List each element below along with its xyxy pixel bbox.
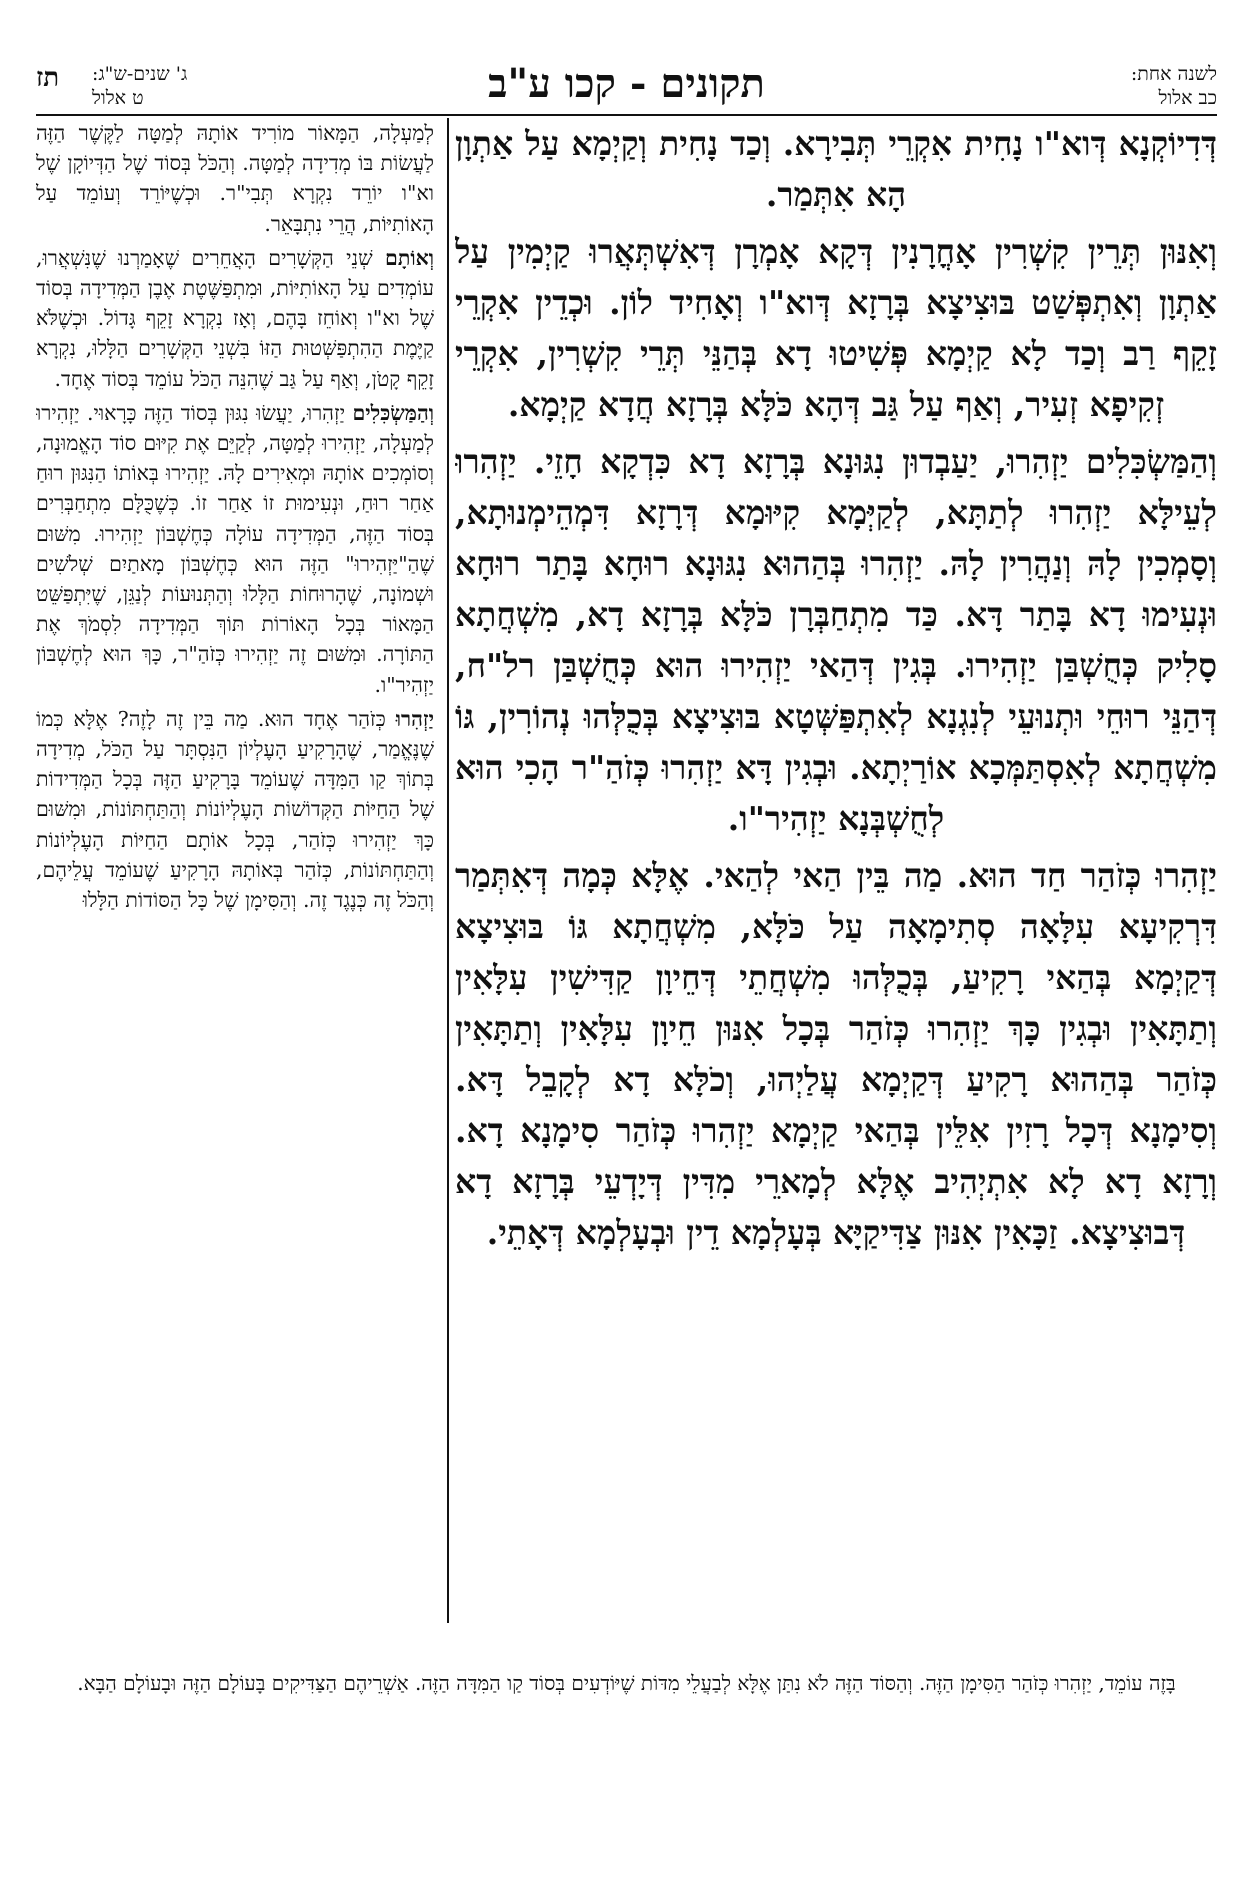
hebrew-translation-column [36,118,434,1623]
header-schedule-date: כב אלול [1158,87,1217,109]
footer-text: בָּזֶה עוֹמֵד, יַזְהִרוּ כְּזֹהַר הַסִּימָן הַזֶּה. וְהַסּוֹד הַזֶּה לֹא נִתַּן אֶלָּא לְבַעֲלֵי מִדּוֹת שֶׁיּוֹדְעִים בְּסוֹד קַו הַמִּדָּה הַזֶּה. אַשְׁרֵיהֶם הַצַּדִּיקִים בָּעוֹלָם הַזֶּה וּבָעוֹלָם הַבָּא. [77,1671,1176,1695]
aramaic-paragraph: וְאִנּוּן תְּרֵין קִשְׁרִין אָחֳרָנִין דְּקָא אָמְרָן דְּאִשְׁתְּאֲרוּ קַיְמִין עַל אַתְוָן וְאִתְפְּשַׁט בּוּצִיצָא בְּרָזָא דְּוא"ו וְאָחִיד לוֹן. וּכְדֵין אִקְרֵי זָקֵף רַב וְכַד לָא קַיְמָא פְּשִׁיטוּ דָא בְּהַנֵּי תְּרֵי קִשְׁרִין, אִקְרֵי זְקִיפָא זְעִיר, וְאַף עַל גַּב דְּהָא כֹּלָּא בְּרָזָא חֲדָא קַיְמָא. [455,232,1217,424]
translation-lead-word: יַזְהִרוּ [395,706,434,731]
page-number: תז [36,63,60,93]
translation-text: כְּזֹהַר אֶחָד הוּא. מַה בֵּין זֶה לָזֶה? אֶלָּא כְּמוֹ שֶׁנֶּאֱמַר, שֶׁהָרָקִיעַ הָעֶלְיוֹן הַנִּסְתָּר עַל הַכֹּל, מְדִידָה בְּתוֹךְ קַו הַמִּדָּה שֶׁעוֹמֵד בָּרָקִיעַ הַזֶּה בְּכָל הַמְּדִידוֹת שֶׁל הַחַיּוֹת הַקְּדוֹשׁוֹת הָעֶלְיוֹנוֹת וְהַתַּחְתּוֹנוֹת, וּמִשּׁוּם כָּךְ יַזְהִירוּ כְּזֹהַר, בְּכָל אוֹתָם הַחַיּוֹת הָעֶלְיוֹנוֹת וְהַתַּחְתּוֹנוֹת, כְּזֹהַר בְּאוֹתָהּ הָרָקִיעַ שֶׁעוֹמֵד עֲלֵיהֶם, וְהַכֹּל זֶה כְּנֶגֶד זֶה. וְהַסִּימָן שֶׁל כָּל הַסּוֹדוֹת הַלָּלוּ [36,706,434,913]
header-schedule-date: ט אלול [92,87,144,109]
translation-text: שְׁנֵי הַקְּשָׁרִים הָאֲחֵרִים שֶׁאָמַרְנוּ שֶׁנִּשְׁאֲרוּ, עוֹמְדִים עַל הָאוֹתִיּוֹת, וּמִתְפַּשֶּׁטֶת אֶבֶן הַמְּדִידָה בְּסוֹד שֶׁל וא"ו וְאוֹחֵז בָּהֶם, וְאָז נִקְרָא זָקֵף גָּדוֹל. וּכְשֶׁלֹּא קַיֶּמֶת הַהִתְפַּשְּׁטוּת הַזּוֹ בִּשְׁנֵי הַקְּשָׁרִים הַלָּלוּ, נִקְרָא זָקֵף קָטֹן, וְאַף עַל גַּב שֶׁהִנֵּה הַכֹּל עוֹמֵד בְּסוֹד אֶחָד. [36,245,434,391]
translation-lead-word: וְאוֹתָם [385,245,434,270]
header-schedule-label: ג' שנים-ש"ג: [92,63,188,85]
translation-continuation [36,1668,1217,1740]
translation-paragraph [36,243,434,394]
header-schedule-label: לשנה אחת: [1130,63,1217,85]
aramaic-column [455,118,1217,1623]
page-title: תקונים - קכו ע"ב [488,60,765,107]
translation-text: לְמַעְלָה, הַמָּאוֹר מוֹרִיד אוֹתָהּ לְמַטָּה לַקֶּשֶׁר הַזֶּה לַעֲשׂוֹת בּוֹ מְדִידָה לְמַטָּה. וְהַכֹּל בְּסוֹד שֶׁל הַדְּיוֹקָן שֶׁל וא"ו יוֹרֵד נִקְרָא תְּבִי"ר. וּכְשֶׁיּוֹרֵד וְעוֹמֵד עַל הָאוֹתִיּוֹת, הֲרֵי נִתְבָּאֵר. [36,121,434,236]
aramaic-paragraph: דְּדִיוֹקְנָא דְּוא"ו נָחִית אִקְרֵי תְּבִירָא. וְכַד נָחִית וְקַיְמָא עַל אַתְוָן הָא אִתְּמַר. [455,124,1217,214]
aramaic-paragraph: יַזְהִרוּ כְּזֹהַר חַד הוּא. מַה בֵּין הַאי לְהַאי. אֶלָּא כְּמָה דְּאִתְּמַר דִּרְקִיעָא עִלָּאָה סְתִימָאָה עַל כֹּלָּא, מִשְׁחֲתָא גּוֹ בּוּצִיצָא דְּקַיְמָא בְּהַאי רָקִיעַ, בְּכֻלְּהוּ מִשְׁחֲתֵי דְּחֵיוָן קַדִּישִׁין עִלָּאִין וְתַתָּאִין וּבְגִין כָּךְ יַזְהִרוּ כְּזֹהַר בְּכָל אִנּוּן חֵיוָן עִלָּאִין וְתַתָּאִין כְּזֹהַר בְּהַהוּא רָקִיעַ דְּקַיְמָא עֲלַיְהוּ, וְכֹלָּא דָא לְקָבֵל דָּא. וְסִימָנָא דְּכָל רָזִין אִלֵּין בְּהַאי קַיְמָא יַזְהִרוּ כְּזֹהַר סִימָנָא דָא. וְרָזָא דָא לָא אִתְיְהִיב אֶלָּא לְמָארֵי מִדִּין דְּיָדְעֵי בְּרָזָא דָא דְּבוּצִיצָא. זַכָּאִין אִנּוּן צַדִּיקַיָּא בְּעָלְמָא דֵין וּבְעָלְמָא דְּאָתֵי. [455,856,1217,1252]
translation-lead-word: וְהַמַּשְׂכִּלִים [352,400,434,425]
translation-paragraph [36,704,434,915]
header-rule [36,114,1217,116]
page-header [36,60,1217,118]
aramaic-paragraph: וְהַמַּשְׂכִּלִים יַזְהִרוּ, יַעַבְדוּן נִגּוּנָא בְּרָזָא דָא כִּדְקָא חָזֵי. יַזְהִרוּ לְעֵילָּא יַזְהִרוּ לְתַתָּא, לְקַיְּמָא קִיּוּמָא דְּרָזָא דִּמְהֵימְנוּתָא, וְסָמְכִין לָהּ וְנַהֲרִין לָהּ. יַזְהִרוּ בְּהַהוּא נִגּוּנָא רוּחָא בָּתַר רוּחָא וּנְעִימוּ דָא בָּתַר דָּא. כַּד מִתְחַבְּרָן כֹּלָּא בְּרָזָא דָא, מִשְׁחֲתָא סָלִיק כְּחֻשְׁבַּן יַזְהִירוּ. בְּגִין דְּהַאי יַזְהִירוּ הוּא כְּחֻשְׁבַּן רל"ח, דְּהַנֵּי רוּחֵי וּתְנוּעֵי לְנִגְנָא לְאִתְפַּשְּׁטָא בּוּצִיצָא בְּכֻלְּהוּ נְהוֹרִין, גּוֹ מִשְׁחֲתָא לְאִסְתַּמְּכָא אוֹרַיְתָא. וּבְגִין דָּא יַזְהִרוּ כְּזֹהַ"ר הָכִי הוּא לְחֻשְׁבְּנָא יַזְהִיר"ו. [455,442,1217,838]
translation-text: יַזְהִרוּ, יַעֲשׂוּ נִגּוּן בְּסוֹד הַזֶּה כָּרָאוּי. יַזְהִירוּ לְמַעְלָה, יַזְהִירוּ לְמַטָּה, לְקַיֵּם אֶת קִיּוּם סוֹד הָאֱמוּנָה, וְסוֹמְכִים אוֹתָהּ וּמְאִירִים לָהּ. יַזְהִירוּ בְּאוֹתוֹ הַנִּגּוּן רוּחַ אַחַר רוּחַ, וּנְעִימוּת זוֹ אַחַר זוֹ. כְּשֶׁכֻּלָּם מִתְחַבְּרִים בְּסוֹד הַזֶּה, הַמְּדִידָה עוֹלָה כְּחֶשְׁבּוֹן יַזְהִירוּ. מִשּׁוּם שֶׁהַ"יַּזְהִירוּ" הַזֶּה הוּא כְּחֶשְׁבּוֹן מָאתַיִם שְׁלֹשִׁים וּשְׁמוֹנָה, שֶׁהָרוּחוֹת הַלָּלוּ וְהַתְּנוּעוֹת לְנַגֵּן, שֶׁיִּתְפַּשֵּׁט הַמָּאוֹר בְּכָל הָאוֹרוֹת תּוֹךְ הַמְּדִידָה לִסְמֹךְ אֶת הַתּוֹרָה. וּמִשּׁוּם זֶה יַזְהִירוּ כְּזֹהַ"ר, כָּךְ הוּא לְחֶשְׁבּוֹן יַזְהִיר"ו. [36,400,434,697]
translation-paragraph [36,398,434,700]
translation-paragraph [36,118,434,239]
column-divider [447,118,449,1623]
header-schedule-three-years [92,62,187,110]
